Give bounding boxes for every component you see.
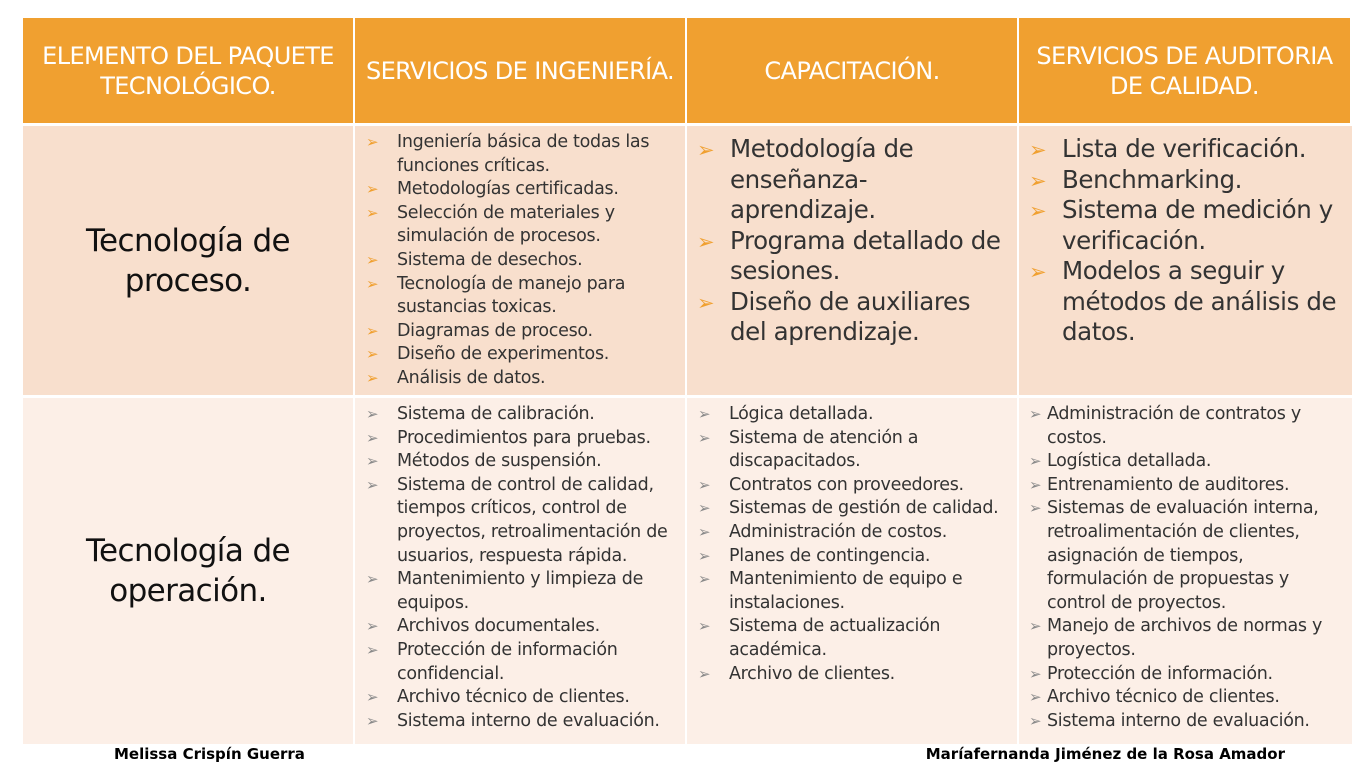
header-capacitacion xyxy=(687,18,1019,126)
list-item xyxy=(355,450,681,474)
list-item-text: Tecnología de manejo para sustancias toxicas. xyxy=(397,273,626,318)
arrow-bullet-icon: ➢ xyxy=(698,546,711,565)
list-item-text: Métodos de suspensión. xyxy=(397,451,602,472)
list-item xyxy=(355,615,681,639)
list-item-text: Diseño de auxiliares del aprendizaje. xyxy=(730,286,971,346)
list-item-text: Selección de materiales y simulación de procesos. xyxy=(397,202,615,247)
arrow-bullet-icon: ➢ xyxy=(366,203,379,222)
list-item xyxy=(1019,497,1348,615)
header-elemento-label: ELEMENTO DEL PAQUETE TECNOLÓGICO. xyxy=(42,41,334,100)
list-item-text: Sistema interno de evaluación. xyxy=(1047,710,1310,731)
list-item-text: Entrenamiento de auditores. xyxy=(1047,474,1290,495)
list-item-text: Archivo técnico de clientes. xyxy=(1047,687,1280,708)
list-item-text: Sistema de control de calidad, tiempos críticos, control de proyectos, retroalimentación de usuarios, respuesta rápida. xyxy=(397,474,668,566)
list-item-text: Archivo técnico de clientes. xyxy=(397,687,630,708)
arrow-bullet-icon: ➢ xyxy=(366,368,379,387)
arrow-bullet-icon: ➢ xyxy=(698,428,711,447)
header-auditoria-label: SERVICIOS DE AUDITORIA DE CALIDAD. xyxy=(1036,41,1333,100)
list-item-text: Metodología de enseñanza-aprendizaje. xyxy=(730,134,914,224)
list-item xyxy=(687,545,1013,569)
footer-author-right: Maríafernanda Jiménez de la Rosa Amador xyxy=(925,745,1285,763)
list-item xyxy=(355,427,681,451)
arrow-bullet-icon: ➢ xyxy=(366,640,379,659)
list-item-text: Archivo de clientes. xyxy=(729,663,895,684)
list-item xyxy=(687,521,1013,545)
list-item xyxy=(687,403,1013,427)
arrow-bullet-icon: ➢ xyxy=(366,617,379,636)
list-item xyxy=(687,568,1013,615)
list-item-text: Ingeniería básica de todas las funciones críticas. xyxy=(397,132,650,176)
list-item xyxy=(687,427,1013,474)
list-item-text: Administración de contratos y costos. xyxy=(1047,404,1301,448)
header-ingenieria xyxy=(355,18,687,126)
list-item xyxy=(687,226,1013,287)
arrow-bullet-icon: ➢ xyxy=(1029,664,1042,683)
list-proceso-capacitacion xyxy=(687,134,1013,348)
arrow-bullet-icon: ➢ xyxy=(366,250,379,269)
list-item xyxy=(355,249,681,273)
row-label-proceso-text: Tecnología de proceso. xyxy=(85,222,291,299)
list-item-text: Lista de verificación. xyxy=(1062,134,1307,163)
list-item xyxy=(687,497,1013,521)
arrow-bullet-icon: ➢ xyxy=(366,475,379,494)
list-item-text: Modelos a seguir y métodos de análisis de datos. xyxy=(1062,256,1337,346)
cell-operacion-auditoria xyxy=(1019,398,1352,744)
list-item xyxy=(1019,686,1348,710)
cell-proceso-ingenieria xyxy=(355,126,687,398)
header-capacitacion-label: CAPACITACIÓN. xyxy=(764,56,940,85)
list-item-text: Análisis de datos. xyxy=(397,367,546,388)
list-item xyxy=(355,320,681,344)
list-proceso-auditoria xyxy=(1019,134,1348,348)
list-item xyxy=(355,639,681,686)
list-item xyxy=(355,568,681,615)
list-item xyxy=(1019,134,1348,165)
arrow-bullet-icon: ➢ xyxy=(698,664,711,683)
list-item-text: Sistema de calibración. xyxy=(397,404,595,424)
list-item xyxy=(1019,615,1348,662)
list-item xyxy=(1019,195,1348,256)
list-item xyxy=(1019,450,1348,474)
cell-proceso-capacitacion xyxy=(687,126,1019,398)
list-item-text: Archivos documentales. xyxy=(397,616,600,637)
arrow-bullet-icon: ➢ xyxy=(1029,199,1047,223)
list-item-text: Sistema de actualización académica. xyxy=(729,616,941,660)
arrow-bullet-icon: ➢ xyxy=(366,711,379,730)
technology-package-table xyxy=(23,18,1352,744)
arrow-bullet-icon: ➢ xyxy=(366,688,379,707)
list-item xyxy=(355,403,681,427)
arrow-bullet-icon: ➢ xyxy=(698,475,711,494)
arrow-bullet-icon: ➢ xyxy=(1029,168,1047,193)
header-elemento xyxy=(23,18,355,126)
header-auditoria xyxy=(1019,18,1352,126)
list-item xyxy=(355,686,681,710)
list-item-text: Lógica detallada. xyxy=(729,404,874,424)
list-item-text: Programa detallado de sesiones. xyxy=(730,225,1001,285)
list-item xyxy=(1019,663,1348,687)
list-operacion-capacitacion xyxy=(687,403,1013,686)
list-item-text: Benchmarking. xyxy=(1062,164,1243,194)
list-item xyxy=(687,615,1013,662)
arrow-bullet-icon: ➢ xyxy=(698,570,711,589)
list-item xyxy=(1019,474,1348,498)
arrow-bullet-icon: ➢ xyxy=(697,229,715,254)
list-item xyxy=(1019,256,1348,348)
arrow-bullet-icon: ➢ xyxy=(366,452,379,471)
row-label-proceso xyxy=(23,126,355,398)
list-item-text: Manejo de archivos de normas y proyectos. xyxy=(1047,616,1323,660)
list-item xyxy=(355,367,681,391)
arrow-bullet-icon: ➢ xyxy=(698,499,711,518)
arrow-bullet-icon: ➢ xyxy=(1029,499,1042,518)
list-item xyxy=(687,474,1013,498)
list-item-text: Logística detallada. xyxy=(1047,451,1212,472)
list-item xyxy=(355,131,681,178)
list-operacion-auditoria xyxy=(1019,403,1348,733)
list-item-text: Mantenimiento y limpieza de equipos. xyxy=(397,569,644,613)
cell-operacion-ingenieria xyxy=(355,398,687,744)
list-item-text: Sistema de atención a discapacitados. xyxy=(729,427,919,472)
list-item-text: Contratos con proveedores. xyxy=(729,474,964,495)
row-label-operacion-text: Tecnología de operación. xyxy=(85,533,291,609)
arrow-bullet-icon: ➢ xyxy=(366,405,379,423)
arrow-bullet-icon: ➢ xyxy=(366,321,379,340)
list-item-text: Diagramas de proceso. xyxy=(397,320,593,341)
row-label-operacion xyxy=(23,398,355,744)
arrow-bullet-icon: ➢ xyxy=(697,138,715,162)
arrow-bullet-icon: ➢ xyxy=(1029,452,1042,471)
cell-proceso-auditoria xyxy=(1019,126,1352,398)
arrow-bullet-icon: ➢ xyxy=(1029,688,1042,707)
list-item-text: Sistemas de gestión de calidad. xyxy=(729,498,999,519)
list-item-text: Mantenimiento de equipo e instalaciones. xyxy=(729,569,963,613)
arrow-bullet-icon: ➢ xyxy=(1029,260,1047,284)
list-item-text: Protección de información confidencial. xyxy=(397,639,618,684)
arrow-bullet-icon: ➢ xyxy=(366,428,379,447)
list-item-text: Diseño de experimentos. xyxy=(397,344,610,365)
arrow-bullet-icon: ➢ xyxy=(366,180,379,199)
list-item xyxy=(1019,710,1348,734)
list-item-text: Sistema de medición y verificación. xyxy=(1062,195,1333,255)
list-item-text: Procedimientos para pruebas. xyxy=(397,427,651,448)
list-item xyxy=(355,202,681,249)
list-item xyxy=(687,134,1013,226)
arrow-bullet-icon: ➢ xyxy=(698,405,711,423)
arrow-bullet-icon: ➢ xyxy=(1029,617,1042,636)
arrow-bullet-icon: ➢ xyxy=(366,570,379,589)
list-item xyxy=(355,178,681,202)
list-item-text: Sistemas de evaluación interna, retroalimentación de clientes, asignación de tiempos, formulación de propuestas y control de proyectos. xyxy=(1047,498,1319,613)
arrow-bullet-icon: ➢ xyxy=(366,345,379,364)
list-item xyxy=(355,273,681,320)
list-item xyxy=(355,343,681,367)
arrow-bullet-icon: ➢ xyxy=(366,133,379,151)
arrow-bullet-icon: ➢ xyxy=(1029,138,1047,162)
list-item xyxy=(1019,165,1348,196)
arrow-bullet-icon: ➢ xyxy=(698,617,711,636)
list-item-text: Administración de costos. xyxy=(729,521,948,542)
footer-author-left: Melissa Crispín Guerra xyxy=(114,745,305,763)
list-item xyxy=(687,287,1013,348)
arrow-bullet-icon: ➢ xyxy=(1029,711,1042,730)
arrow-bullet-icon: ➢ xyxy=(697,290,715,315)
list-item xyxy=(355,474,681,568)
list-item-text: Planes de contingencia. xyxy=(729,545,931,566)
list-item xyxy=(687,663,1013,687)
list-operacion-ingenieria xyxy=(355,403,681,733)
list-item-text: Sistema de desechos. xyxy=(397,249,583,270)
arrow-bullet-icon: ➢ xyxy=(1029,475,1042,494)
list-item-text: Sistema interno de evaluación. xyxy=(397,710,660,731)
header-ingenieria-label: SERVICIOS DE INGENIERÍA. xyxy=(365,56,675,85)
list-item xyxy=(355,710,681,734)
list-proceso-ingenieria xyxy=(355,131,681,391)
arrow-bullet-icon: ➢ xyxy=(366,274,379,293)
arrow-bullet-icon: ➢ xyxy=(698,522,711,541)
list-item xyxy=(1019,403,1348,450)
arrow-bullet-icon: ➢ xyxy=(1029,405,1042,423)
list-item-text: Protección de información. xyxy=(1047,663,1273,684)
list-item-text: Metodologías certificadas. xyxy=(397,179,619,200)
cell-operacion-capacitacion xyxy=(687,398,1019,744)
